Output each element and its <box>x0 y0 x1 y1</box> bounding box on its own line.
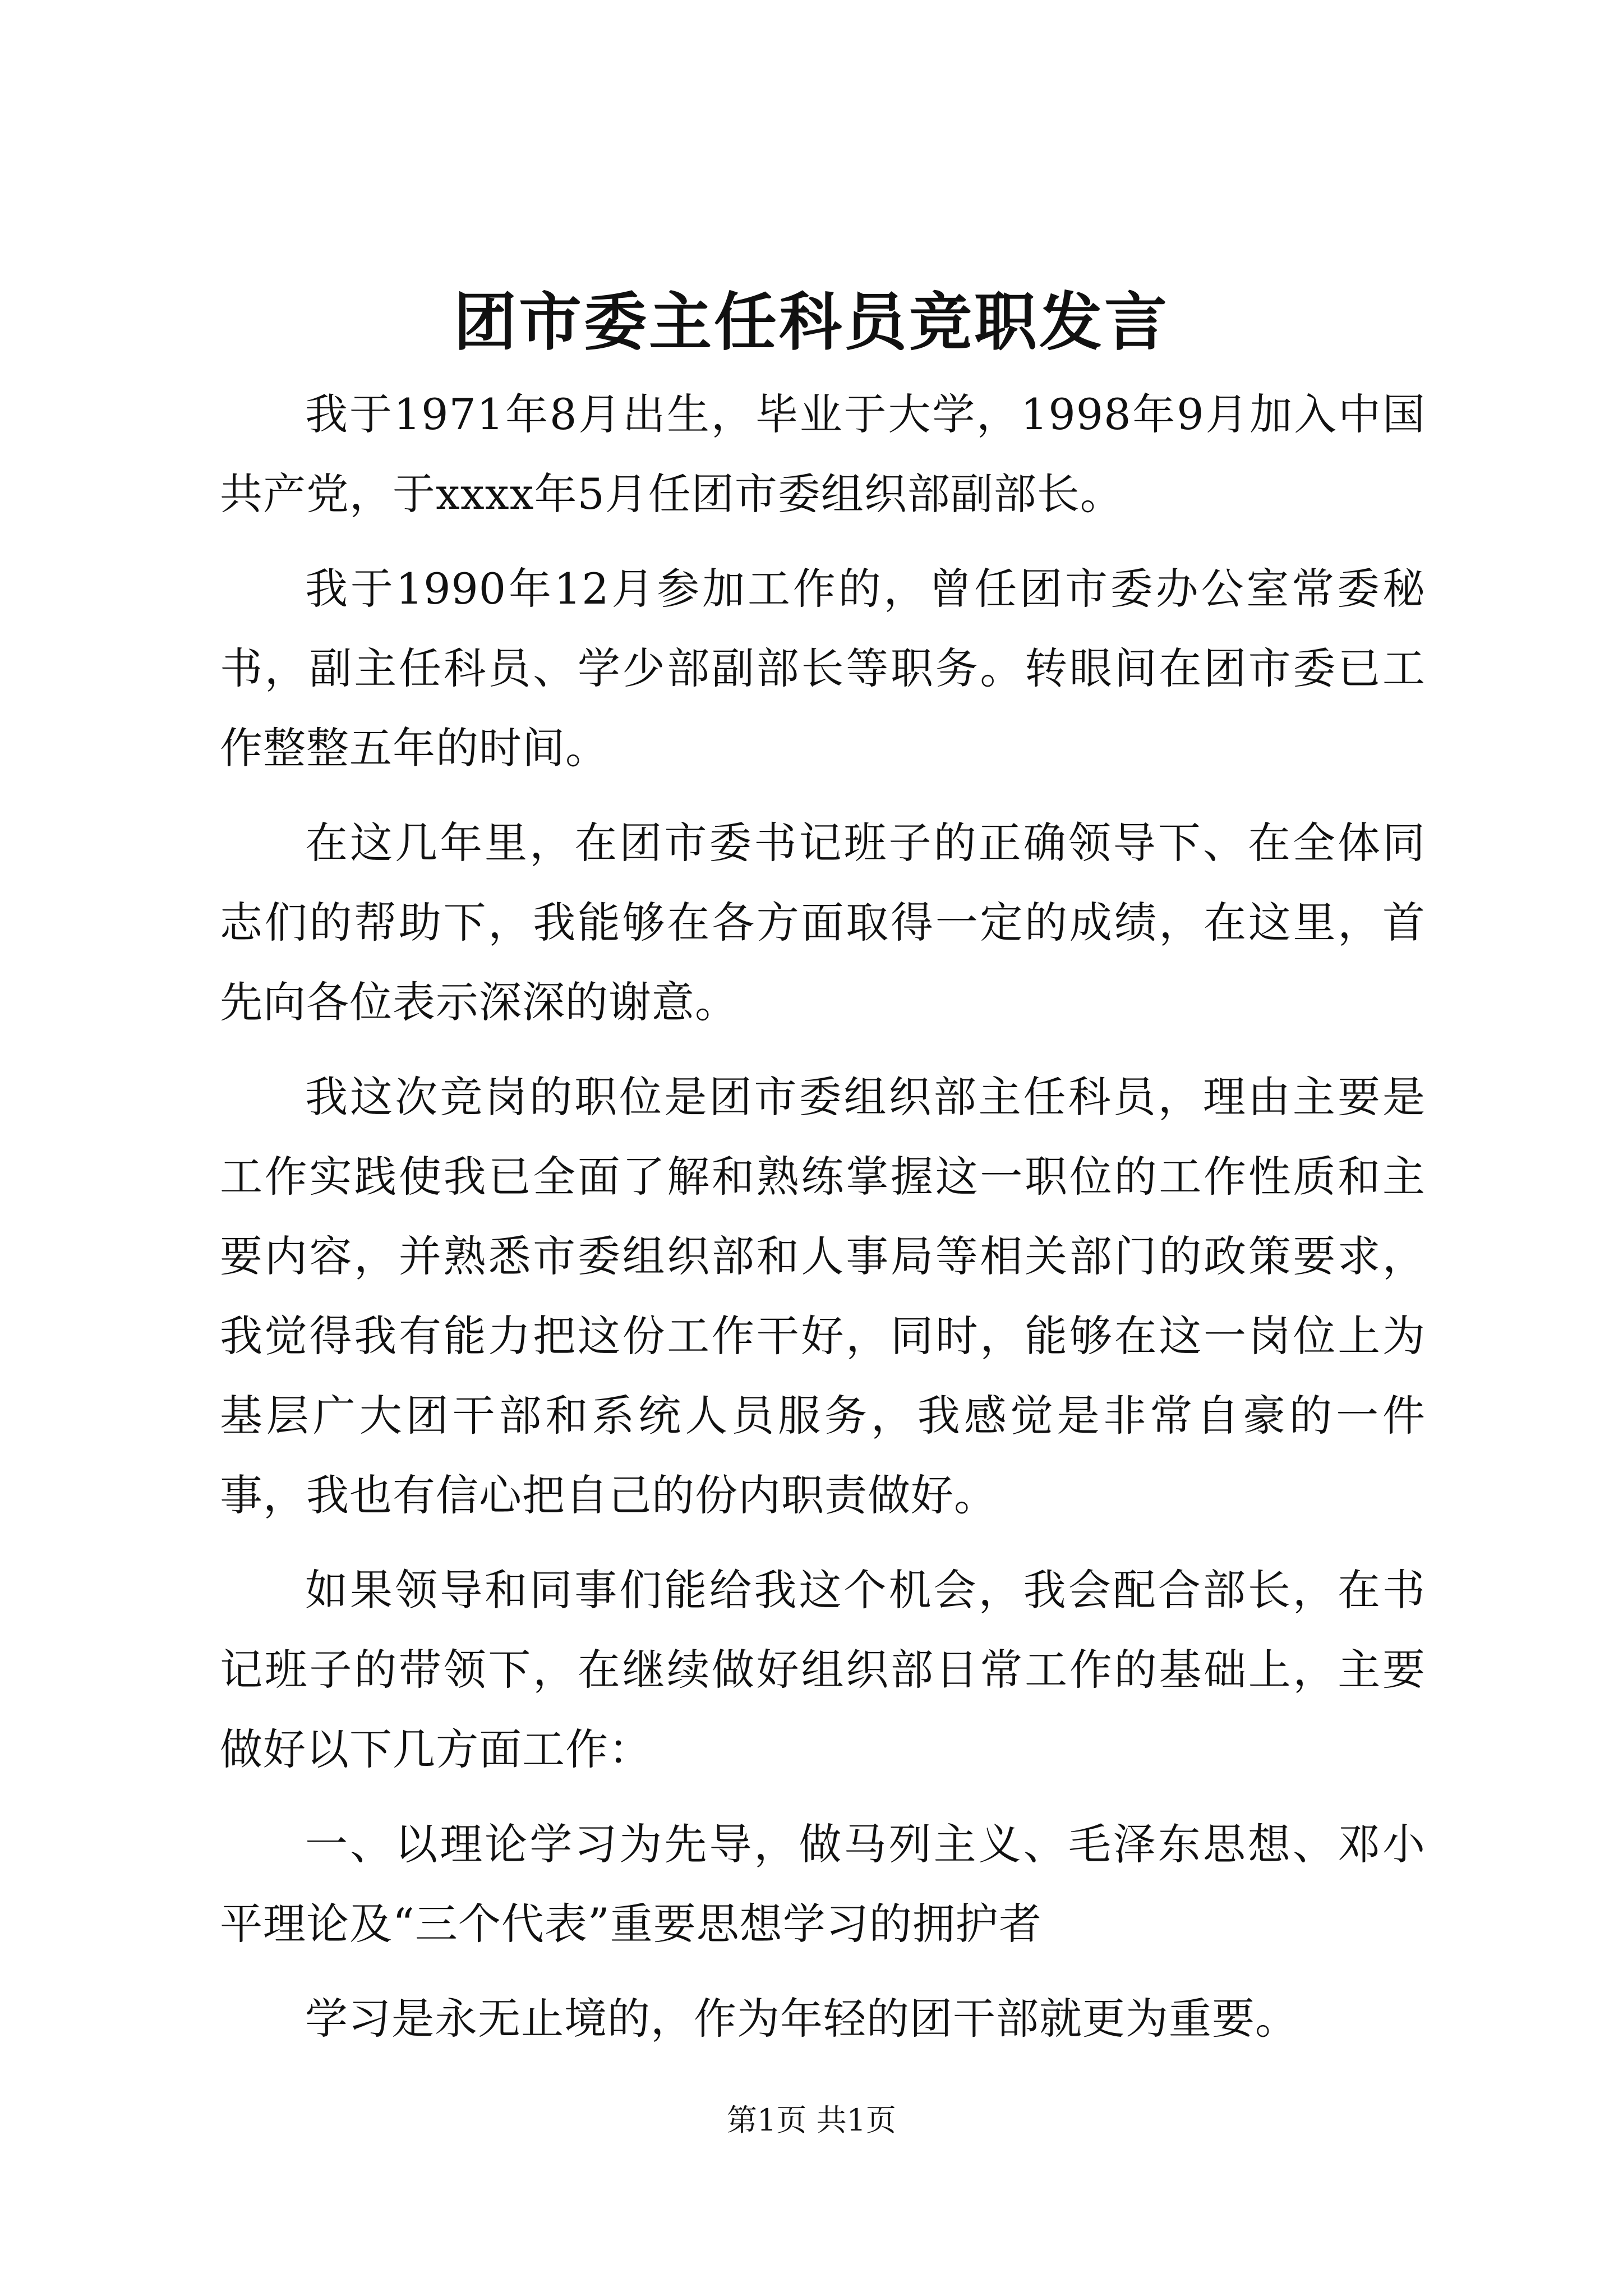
paragraph-5: 如果领导和同事们能给我这个机会，我会配合部长，在书记班子的带领下，在继续做好组织部日常工作的基础上，主要做好以下几方面工作： <box>220 1565 1426 1774</box>
paragraph-6: 一、以理论学习为先导，做马列主义、毛泽东思想、邓小平理论及“三个代表”重要思想学习的拥护者 <box>220 1819 1426 1949</box>
paragraph-3: 在这几年里，在团市委书记班子的正确领导下、在全体同志们的帮助下，我能够在各方面取得一定的成绩，在这里，首先向各位表示深深的谢意。 <box>220 818 1426 1027</box>
document-body <box>220 375 1426 2074</box>
paragraph-1: 我于1971年8月出生，毕业于大学，1998年9月加入中国共产党，于xxxx年5月任团市委组织部副部长。 <box>220 389 1426 519</box>
page-footer: 第1页 共1页 <box>727 2102 896 2138</box>
document-title: 团市委主任科员竞职发言 <box>454 286 1169 359</box>
paragraph-4: 我这次竞岗的职位是团市委组织部主任科员，理由主要是工作实践使我已全面了解和熟练掌握这一职位的工作性质和主要内容，并熟悉市委组织部和人事局等相关部门的政策要求，我觉得我有能力把这份工作干好，同时，能够在这一岗位上为基层广大团干部和系统人员服务，我感觉是非常自豪的一件事，我也有信心把自己的份内职责做好。 <box>220 1072 1426 1520</box>
paragraph-2: 我于1990年12月参加工作的，曾任团市委办公室常委秘书，副主任科员、学少部副部长等职务。转眼间在团市委已工作整整五年的时间。 <box>220 564 1426 773</box>
paragraph-7: 学习是永无止境的，作为年轻的团干部就更为重要。 <box>305 1994 1298 2044</box>
